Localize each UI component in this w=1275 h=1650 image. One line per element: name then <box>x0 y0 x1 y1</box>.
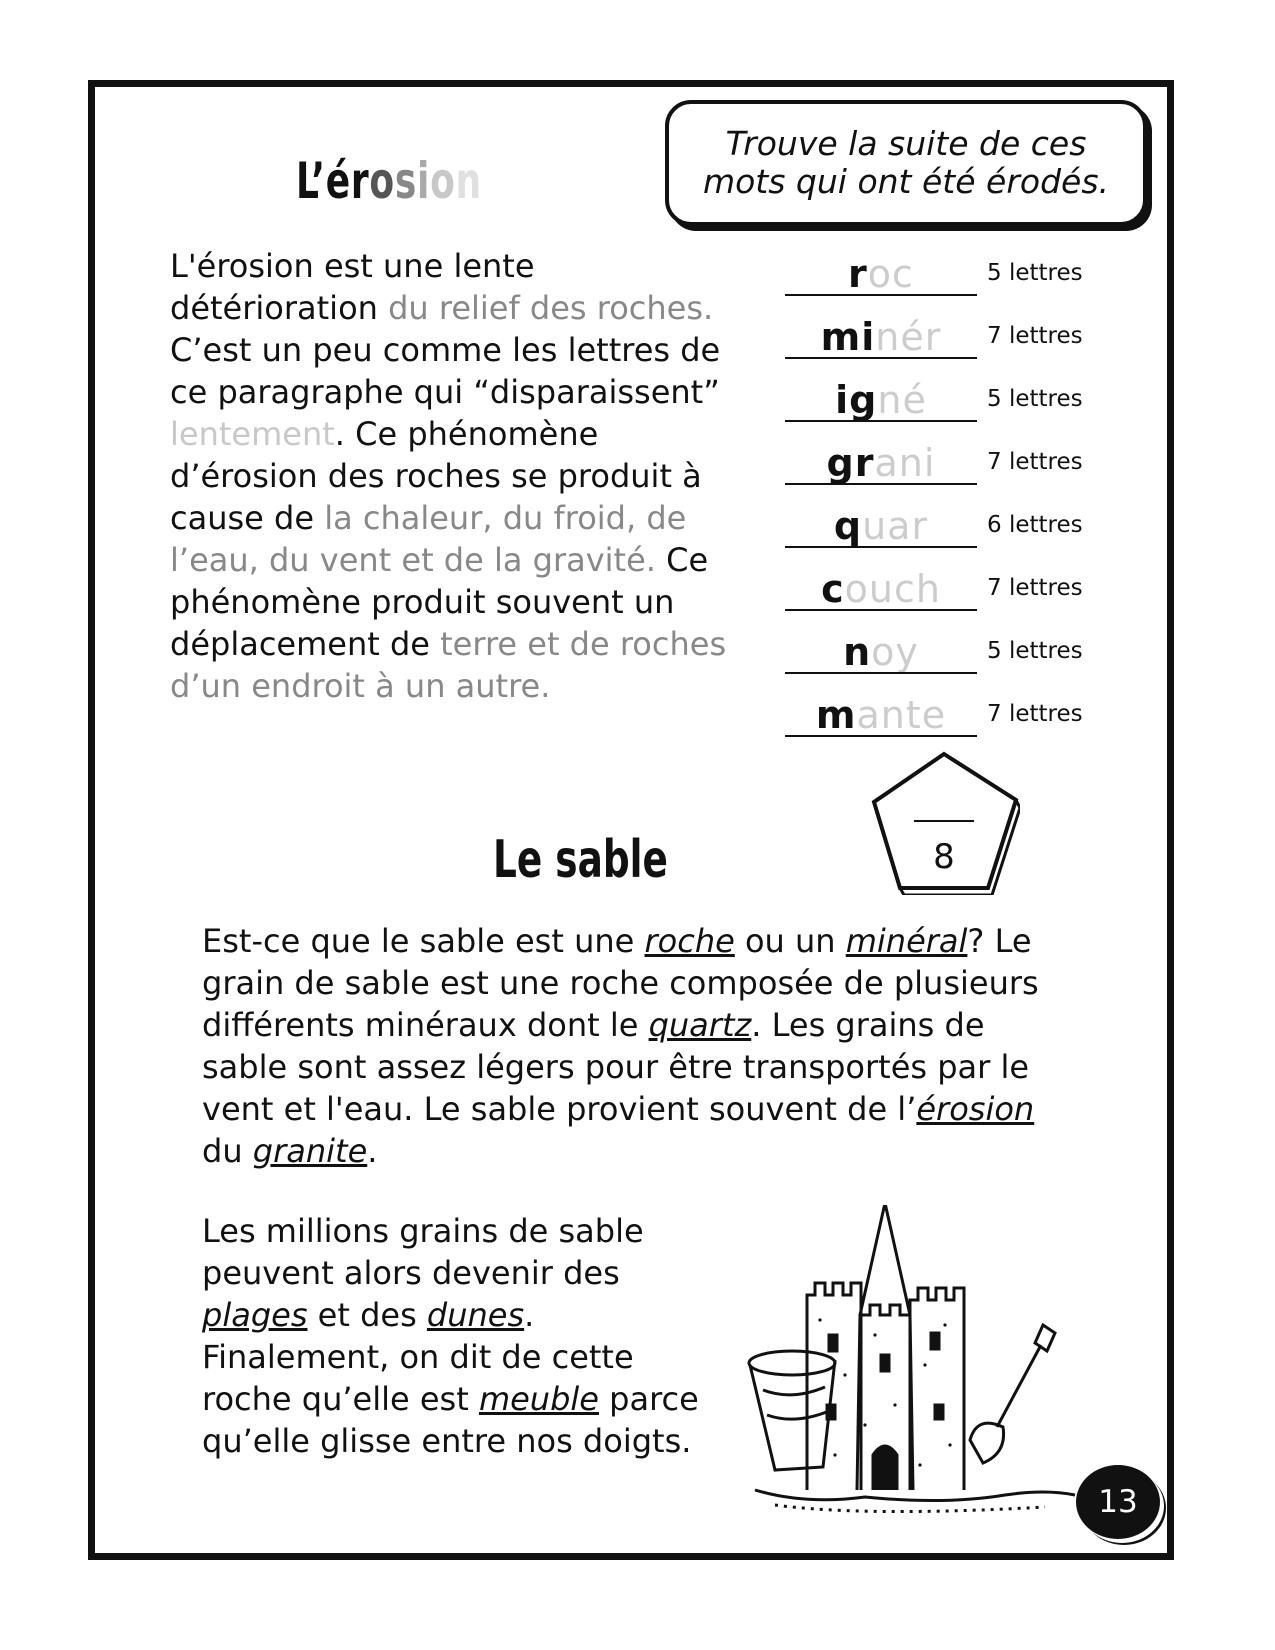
sable-text: Les millions grains de sable peuvent alors devenir des <box>202 1212 644 1292</box>
word-row <box>785 628 1125 691</box>
eroded-word <box>785 252 977 296</box>
word-faded-part: oc <box>867 252 914 296</box>
word-faded-part: ante <box>856 693 947 737</box>
word-visible-part: c <box>821 567 845 611</box>
word-visible-part: r <box>848 252 868 296</box>
answer-line[interactable] <box>785 672 977 674</box>
erosion-title-letters: o <box>430 152 456 210</box>
sable-title: Le sable <box>493 830 668 890</box>
eroded-word <box>785 504 977 548</box>
word-row <box>785 691 1125 754</box>
word-row <box>785 376 1125 439</box>
letter-count: 7 lettres <box>987 449 1083 475</box>
word-faded-part: uar <box>862 504 929 548</box>
word-visible-part: mi <box>820 315 876 359</box>
instruction-line-1: Trouve la suite de ces <box>725 124 1087 163</box>
word-visible-part: gr <box>826 441 875 485</box>
keyword-quartz: quartz <box>648 1006 752 1044</box>
word-list <box>785 250 1125 754</box>
word-row <box>785 313 1125 376</box>
sable-text: . Les grains de sable sont assez légers pour être transportés par le vent et l'eau. Le sable provient souvent de l’ <box>202 1006 1030 1128</box>
letter-count: 7 lettres <box>987 575 1083 601</box>
keyword-erosion: érosion <box>916 1090 1035 1128</box>
sable-text: du <box>202 1132 253 1170</box>
word-row <box>785 565 1125 628</box>
letter-count: 5 lettres <box>987 260 1083 286</box>
sandcastle-illustration <box>745 1205 1085 1525</box>
eroded-word <box>785 378 977 422</box>
answer-line[interactable] <box>785 483 977 485</box>
word-row <box>785 439 1125 502</box>
word-faded-part: ouch <box>844 567 941 611</box>
sable-text: . <box>367 1132 378 1170</box>
sable-text: parce qu’elle glisse entre nos doigts. <box>202 1380 699 1460</box>
letter-count: 7 lettres <box>987 701 1083 727</box>
erosion-text-faded-1: du relief des roches. <box>377 289 714 327</box>
keyword-dunes: dunes <box>426 1296 525 1334</box>
erosion-paragraph <box>170 245 730 707</box>
sable-paragraph-1 <box>202 920 1072 1172</box>
keyword-plages: plages <box>202 1296 308 1334</box>
answer-line[interactable] <box>785 735 977 737</box>
letter-count: 7 lettres <box>987 323 1083 349</box>
erosion-title-letters: s <box>394 152 418 210</box>
eroded-word <box>785 567 977 611</box>
sable-paragraph-2 <box>202 1210 722 1462</box>
keyword-granite: granite <box>252 1132 368 1170</box>
erosion-title <box>296 152 482 210</box>
word-faded-part: ani <box>874 441 936 485</box>
sable-text: et des <box>307 1296 427 1334</box>
erosion-text-faded-2: lentement <box>170 415 335 453</box>
word-visible-part: q <box>833 504 863 548</box>
erosion-text-4: Ce phénomène produit souvent un déplacement de <box>170 541 709 663</box>
keyword-roche: roche <box>644 922 735 960</box>
score-denominator: 8 <box>933 837 955 877</box>
word-visible-part: n <box>843 630 872 674</box>
page-number: 13 <box>1076 1465 1160 1539</box>
word-faded-part: né <box>877 378 927 422</box>
answer-line[interactable] <box>785 546 977 548</box>
word-row <box>785 250 1125 313</box>
letter-count: 6 lettres <box>987 512 1083 538</box>
sable-text: ou un <box>734 922 846 960</box>
erosion-text-3: . Ce phénomène d’érosion des roches se produit à cause de <box>170 415 702 537</box>
erosion-title-letters: L’ér <box>296 152 370 210</box>
instruction-box <box>665 100 1147 226</box>
answer-line[interactable] <box>785 420 977 422</box>
word-row <box>785 502 1125 565</box>
sable-text: Est-ce que le sable est une <box>202 922 645 960</box>
word-visible-part: ig <box>835 378 878 422</box>
eroded-word <box>785 441 977 485</box>
word-faded-part: oy <box>871 630 919 674</box>
answer-line[interactable] <box>785 294 977 296</box>
erosion-text-2: C’est un peu comme les lettres de ce paragraphe qui “disparaissent” <box>170 331 721 411</box>
instruction-line-2: mots qui ont été érodés. <box>702 162 1110 201</box>
eroded-word <box>785 630 977 674</box>
erosion-text-faded-4: terre et de roches d’un endroit à un autre. <box>170 625 727 705</box>
eroded-word <box>785 693 977 737</box>
score-pentagon <box>870 750 1020 895</box>
erosion-text-faded-3: la chaleur, du froid, de l’eau, du vent et de la gravité. <box>170 499 687 579</box>
letter-count: 5 lettres <box>987 386 1083 412</box>
sable-text: ? Le grain de sable est une roche composée de plusieurs différents minéraux dont le <box>202 922 1039 1044</box>
erosion-title-letters: i <box>417 152 431 210</box>
answer-line[interactable] <box>785 357 977 359</box>
keyword-mineral: minéral <box>845 922 968 960</box>
erosion-title-letters: n <box>455 152 482 210</box>
erosion-title-letters: o <box>369 152 395 210</box>
word-visible-part: m <box>815 693 857 737</box>
letter-count: 5 lettres <box>987 638 1083 664</box>
eroded-word <box>785 315 977 359</box>
keyword-meuble: meuble <box>478 1380 599 1418</box>
word-faded-part: nér <box>875 315 942 359</box>
answer-line[interactable] <box>785 609 977 611</box>
erosion-text-1: L'érosion est une lente détérioration <box>170 247 535 327</box>
sable-text: . Finalement, on dit de cette roche qu’elle est <box>202 1296 634 1418</box>
